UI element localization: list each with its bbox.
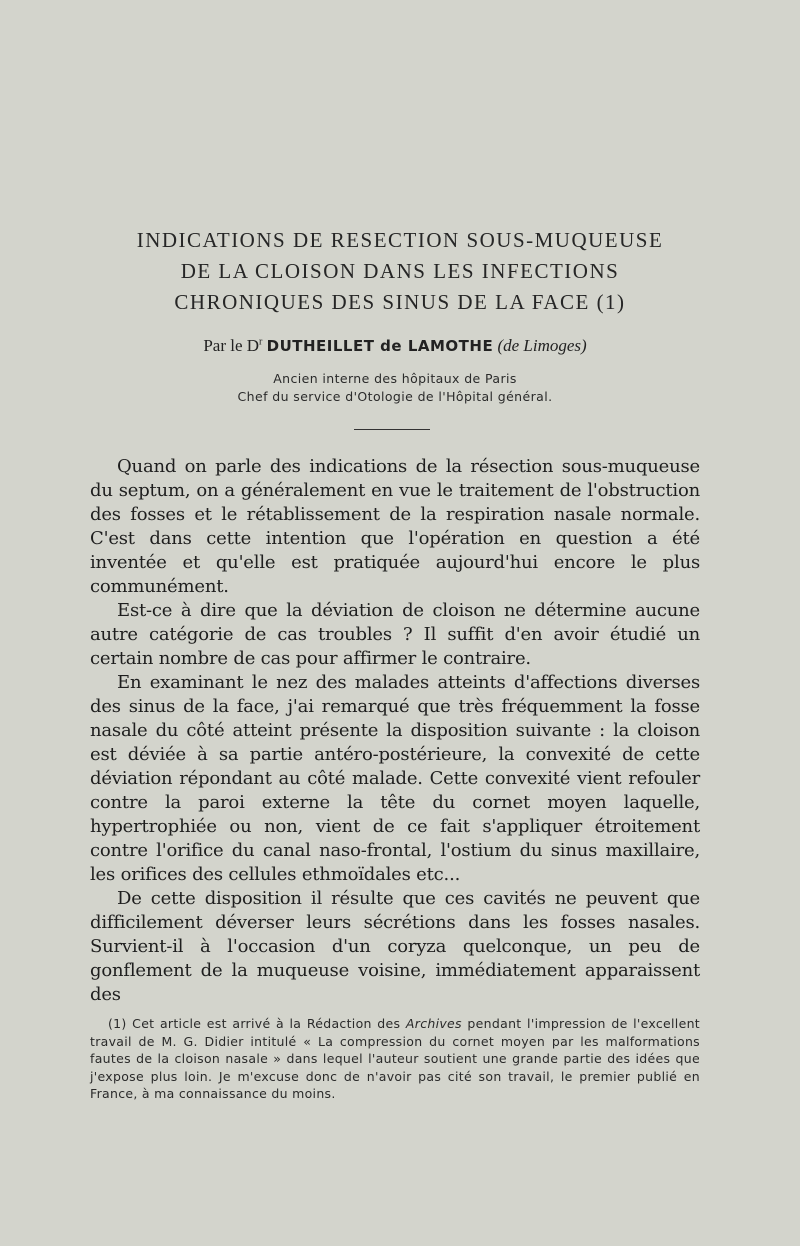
byline-prefix-sup: r — [259, 336, 263, 348]
footnote — [90, 1015, 700, 1103]
article-body — [90, 455, 700, 1007]
footnote-before: (1) Cet article est arrivé à la Rédaction des — [108, 1016, 406, 1031]
paragraph: Quand on parle des indications de la résection sous-muqueuse du septum, on a généralement en vue le traitement de l'obstruction des fosses et le rétablissement de la respiration nasale normale. C'est dans cette intention que l'opération en question a été inventée et qu'elle est pratiquée aujourd'hui encore le plus communément. — [90, 456, 700, 597]
footnote-journal: Archives — [405, 1016, 462, 1031]
footnote-after: pendant l'impression de l'excellent travail de M. G. Didier intitulé « La compression du cornet moyen par les malformations fautes de la cloison nasale » dans lequel l'auteur soutient une grande partie des idées que j'expose plus loin. Je m'excuse donc de n'avoir pas cité son travail, le premier publié en France, à ma connaissance du moins. — [90, 1016, 700, 1101]
title-line-1: INDICATIONS DE RESECTION SOUS-MUQUEUSE — [136, 228, 664, 252]
paragraph: Est-ce à dire que la déviation de cloison ne détermine aucune autre catégorie de cas troubles ? Il suffit d'en avoir étudié un certain nombre de cas pour affirmer le contraire. — [90, 600, 700, 669]
author-location: (de Limoges) — [497, 336, 587, 355]
title-line-2: DE LA CLOISON DANS LES INFECTIONS — [180, 259, 620, 283]
section-divider — [354, 429, 430, 430]
paragraph: De cette disposition il résulte que ces cavités ne peuvent que difficilement déverser leurs sécrétions dans les fosses nasales. Survient-il à l'occasion d'un coryza quelconque, un peu de gonflement de la muqueuse voisine, immédiatement apparaissent des — [90, 888, 700, 1005]
affiliation-1: Ancien interne des hôpitaux de Paris — [273, 371, 517, 386]
byline-prefix: Par le D — [203, 336, 260, 355]
affiliation-2: Chef du service d'Otologie de l'Hôpital général. — [237, 389, 553, 404]
footnote-text — [90, 1015, 700, 1103]
title-line-3: CHRONIQUES DES SINUS DE LA FACE (1) — [174, 290, 626, 314]
author-name: DUTHEILLET de LAMOTHE — [266, 337, 494, 355]
paragraph: En examinant le nez des malades atteints d'affections diverses des sinus de la face, j'ai remarqué que très fréquemment la fosse nasale du côté atteint présente la disposition suivante : la cloison est déviée à sa partie antéro-postérieure, la convexité de cette déviation répondant au côté malade. Cette convexité vient refouler contre la paroi externe la tête du cornet moyen laquelle, hypertrophiée ou non, vient de ce fait s'appliquer étroitement contre l'orifice du canal naso-frontal, l'ostium du sinus maxillaire, les orifices des cellules ethmoïdales etc... — [90, 672, 700, 885]
byline — [0, 336, 790, 356]
